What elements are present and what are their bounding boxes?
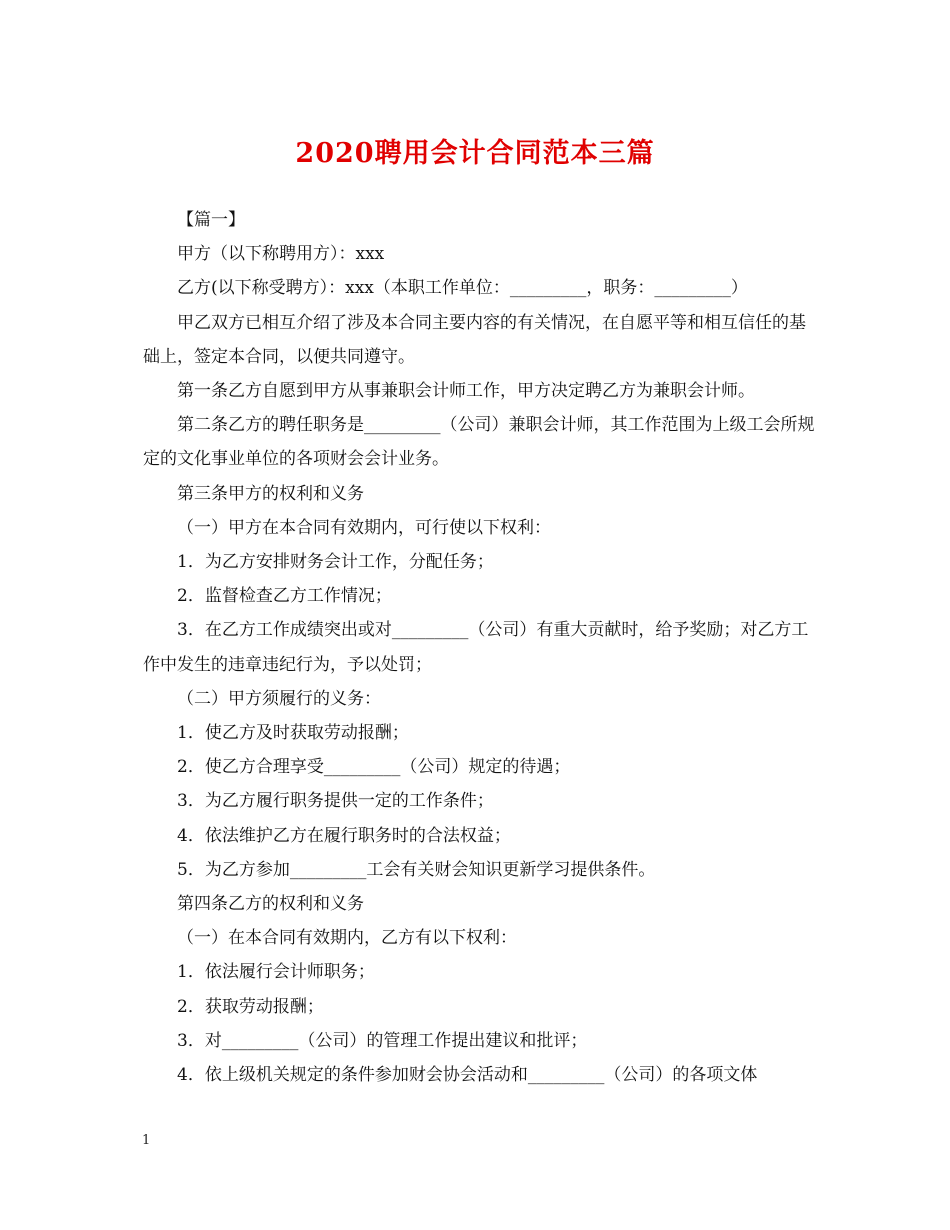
party-a-duties-heading: （二）甲方须履行的义务： — [177, 688, 381, 709]
list-item: 5．为乙方参加_________工会有关财会知识更新学习提供条件。 — [177, 859, 656, 880]
article-2: 第二条乙方的聘任职务是_________（公司）兼职会计师，其工作范围为上级工会所规定的文化事业单位的各项财会会计业务。 — [143, 415, 815, 470]
list-item: 3．在乙方工作成绩突出或对_________（公司）有重大贡献时，给予奖励；对乙方工作中发生的违章违纪行为，予以处罚； — [143, 620, 809, 675]
list-item: 2．获取劳动报酬； — [177, 996, 324, 1017]
document-title: 2020聘用会计合同范本三篇 — [295, 138, 655, 169]
list-item: 2．使乙方合理享受_________（公司）规定的待遇； — [177, 757, 571, 778]
list-item: 4．依法维护乙方在履行职务时的合法权益； — [177, 825, 511, 846]
section-heading: 【篇一】 — [177, 210, 245, 230]
list-item: 2．监督检查乙方工作情况； — [177, 586, 392, 607]
list-item: 1．依法履行会计师职务； — [177, 962, 375, 983]
party-b-line: 乙方(以下称受聘方）：xxx（本职工作单位：_________，职务：_________） — [177, 278, 748, 299]
document-body — [143, 203, 815, 1092]
party-a-rights-heading: （一）甲方在本合同有效期内，可行使以下权利： — [177, 517, 551, 538]
list-item: 3．对_________（公司）的管理工作提出建议和批评； — [177, 1030, 588, 1051]
page-number: 1 — [142, 1133, 151, 1148]
list-item: 1．为乙方安排财务会计工作，分配任务； — [177, 552, 494, 573]
party-b-rights-heading: （一）在本合同有效期内，乙方有以下权利： — [177, 928, 517, 949]
article-4-heading: 第四条乙方的权利和义务 — [177, 894, 364, 915]
article-1: 第一条乙方自愿到甲方从事兼职会计师工作，甲方决定聘乙方为兼职会计师。 — [177, 381, 755, 402]
article-3-heading: 第三条甲方的权利和义务 — [177, 483, 364, 504]
party-a-line: 甲方（以下称聘用方）：xxx — [177, 244, 385, 265]
list-item: 4．依上级机关规定的条件参加财会协会活动和_________（公司）的各项文体 — [177, 1065, 758, 1086]
list-item: 3．为乙方履行职务提供一定的工作条件； — [177, 791, 494, 812]
list-item: 1．使乙方及时获取劳动报酬； — [177, 723, 409, 744]
preamble-paragraph: 甲乙双方已相互介绍了涉及本合同主要内容的有关情况，在自愿平等和相互信任的基础上，签定本合同，以便共同遵守。 — [143, 312, 806, 367]
